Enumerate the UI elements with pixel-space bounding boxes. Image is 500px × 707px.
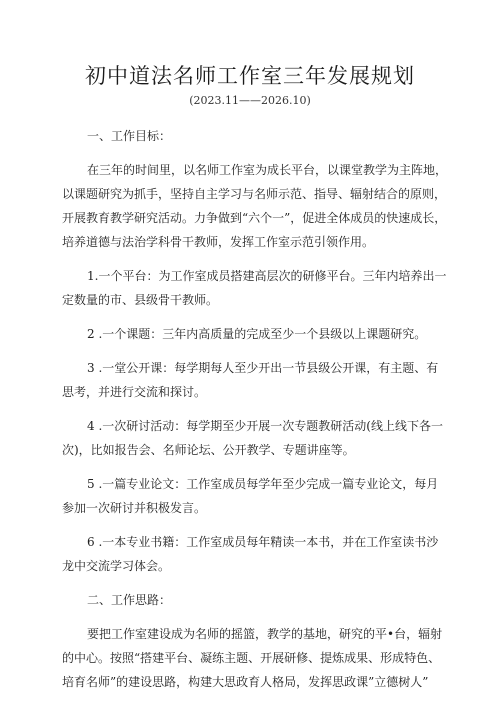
list-item-6-cont: 龙中交流学习体会。 [62,559,171,573]
list-item-3-cont: 思考，并进行交流和探讨。 [62,385,207,399]
list-item-4-cont: 次)，比如报告会、名师论坛、公开教学、专题讲座等。 [62,443,355,457]
paragraph-line: 要把工作室建设成为名师的摇篮，教学的基地，研究的平•台，辐射 [87,627,443,641]
paragraph-line: 在三年的时间里，以名师工作室为成长平台，以课堂教学为主阵地， [87,163,447,177]
document-title: 初中道法名师工作室三年发展规划 [85,64,415,88]
paragraph-line: 培养道德与法治学科骨干教师，发挥工作室示范引领作用。 [62,235,375,249]
list-item-6: 6 .一本专业书籍：工作室成员每年精读一本书，并在工作室读书沙 [87,535,439,549]
list-item-1-cont: 定数量的市、县级骨干教师。 [62,293,219,307]
section-heading-approach: 二、工作思路： [87,593,172,607]
section-heading-goals: 一、工作目标： [87,129,172,143]
paragraph-line: 培育名师”的建设思路，构建大思政育人格局，发挥思政课”立德树人” [62,675,429,689]
paragraph-line: 的中心。按照“搭建平台、凝练主题、开展研修、提炼成果、形成特色、 [62,651,441,665]
list-item-3: 3 .一堂公开课：每学期每人至少开出一节县级公开课，有主题、有 [87,361,439,375]
list-item-4: 4 .一次研讨活动：每学期至少开展一次专题教研活动(线上线下各一 [87,419,443,433]
list-item-5-cont: 参加一次研讨并积极发言。 [62,501,207,515]
paragraph-line: 以课题研究为抓手，坚持自主学习与名师示范、指导、辐射结合的原则， [62,187,447,201]
list-item-2: 2 .一个课题：三年内高质量的完成至少一个县级以上课题研究。 [87,327,427,341]
paragraph-line: 开展教育教学研究活动。力争做到“六个一”，促进全体成员的快速成长， [62,211,447,225]
list-item-5: 5 .一篇专业论文：工作室成员每学年至少完成一篇专业论文，每月 [87,477,439,491]
list-item-1: 1.一个平台：为工作室成员搭建高层次的研修平台。三年内培养出一 [87,269,447,283]
document-subtitle: (2023.11——2026.10) [189,94,311,107]
